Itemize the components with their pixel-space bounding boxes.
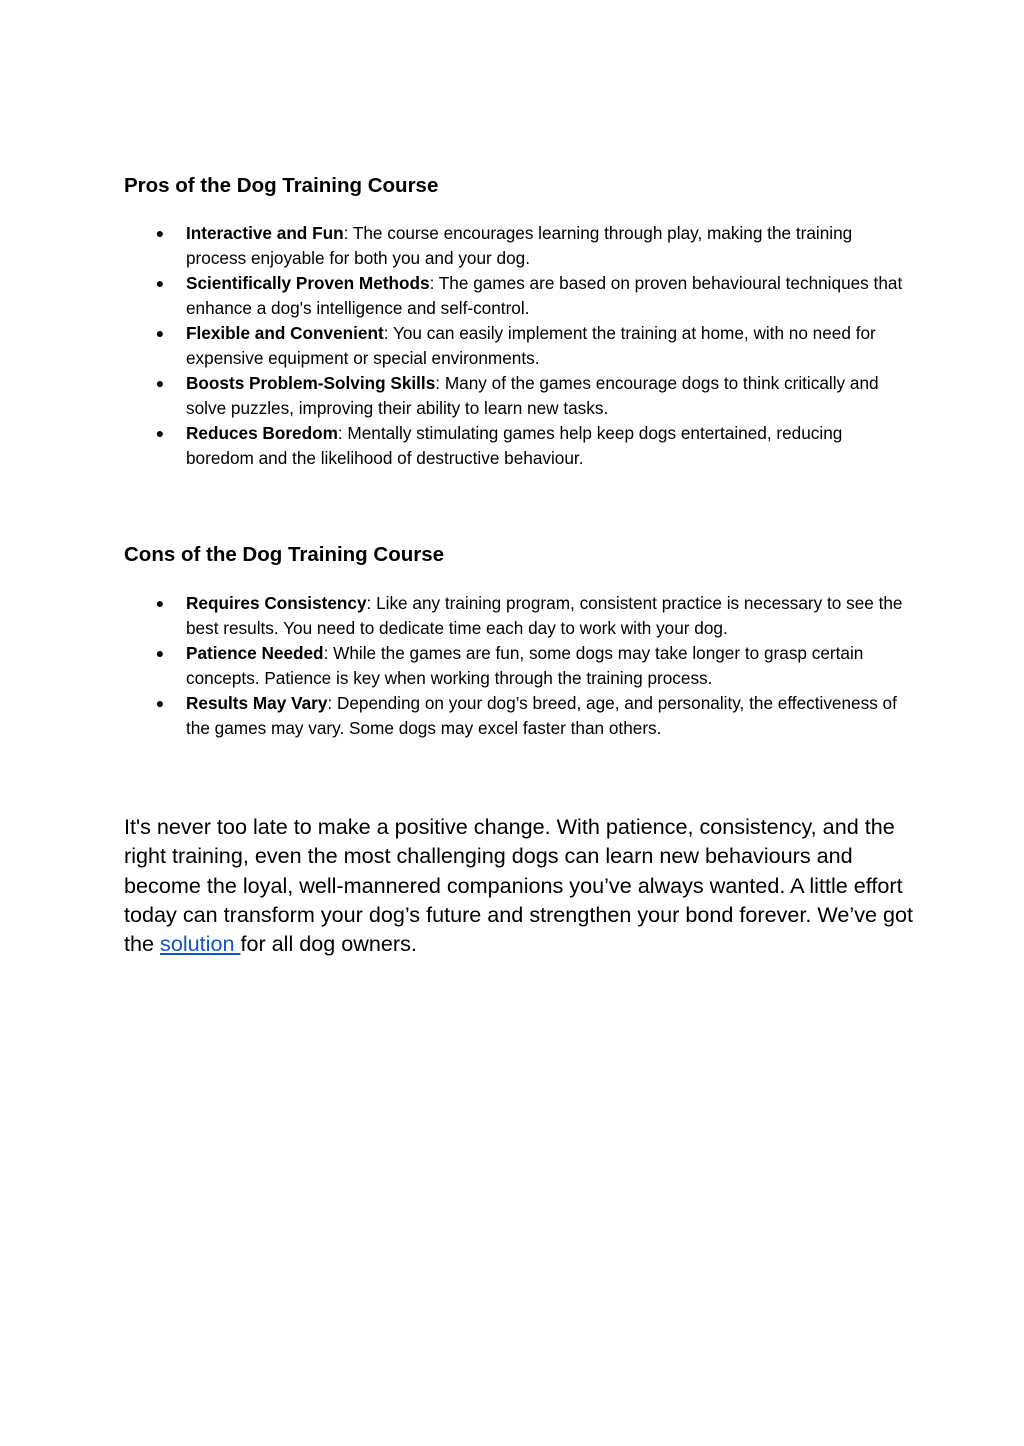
closing-text-after-link: for all dog owners. (240, 931, 417, 957)
pros-item-text: : The course encourages learning through play, making the training process enjoyable for both you and your dog. (186, 223, 853, 268)
cons-item-text: : Like any training program, consistent practice is necessary to see the best results. You need to dedicate time each day to work with your dog. (186, 593, 903, 638)
pros-item-text: : The games are based on proven behavioural techniques that enhance a dog's intelligence and self-control. (186, 273, 903, 318)
cons-list (0, 591, 1024, 741)
bullet-icon: ● (155, 595, 165, 611)
cons-item-term: Patience Needed (186, 643, 324, 663)
pros-item-term: Boosts Problem-Solving Skills (186, 373, 436, 393)
cons-item-term: Requires Consistency (186, 593, 367, 613)
cons-list-item (0, 591, 906, 641)
bullet-icon: ● (155, 645, 165, 661)
pros-list-item (0, 421, 906, 471)
pros-item-term: Reduces Boredom (186, 423, 338, 443)
pros-heading: Pros of the Dog Training Course (124, 174, 439, 197)
bullet-icon: ● (155, 225, 165, 241)
pros-list-item (0, 371, 906, 421)
pros-item-term: Interactive and Fun (186, 223, 344, 243)
pros-item-text: : You can easily implement the training at home, with no need for expensive equipment or special environments. (186, 323, 876, 368)
bullet-icon: ● (155, 275, 165, 291)
bullet-icon: ● (155, 695, 165, 711)
cons-heading: Cons of the Dog Training Course (124, 543, 445, 566)
closing-text-before-link: It's never too late to make a positive change. With patience, consistency, and the right training, even the most challenging dogs can learn new behaviours and become the loyal, well-mannered companions you’ve always wanted. A little effort today can transform your dog’s future and strengthen your bond forever. We’ve got the (124, 814, 914, 957)
closing-paragraph (124, 812, 914, 958)
pros-item-term: Flexible and Convenient (186, 323, 384, 343)
pros-item-text: : Many of the games encourage dogs to think critically and solve puzzles, improving their ability to learn new tasks. (186, 373, 879, 418)
cons-item-term: Results May Vary (186, 693, 328, 713)
cons-item-text: : Depending on your dog’s breed, age, and personality, the effectiveness of the games may vary. Some dogs may excel faster than others. (186, 693, 897, 738)
pros-list-item (0, 221, 906, 271)
cons-item-text: : While the games are fun, some dogs may take longer to grasp certain concepts. Patience is key when working through the training process. (186, 643, 864, 688)
bullet-icon: ● (155, 425, 165, 441)
bullet-icon: ● (155, 325, 165, 341)
cons-list-item (0, 641, 906, 691)
bullet-icon: ● (155, 375, 165, 391)
pros-list-item (0, 321, 906, 371)
solution-link[interactable]: solution (160, 931, 241, 957)
pros-list (0, 221, 1024, 471)
pros-list-item (0, 271, 906, 321)
cons-list-item (0, 691, 906, 741)
pros-item-text: : Mentally stimulating games help keep dogs entertained, reducing boredom and the likelihood of destructive behaviour. (186, 423, 843, 468)
pros-item-term: Scientifically Proven Methods (186, 273, 430, 293)
